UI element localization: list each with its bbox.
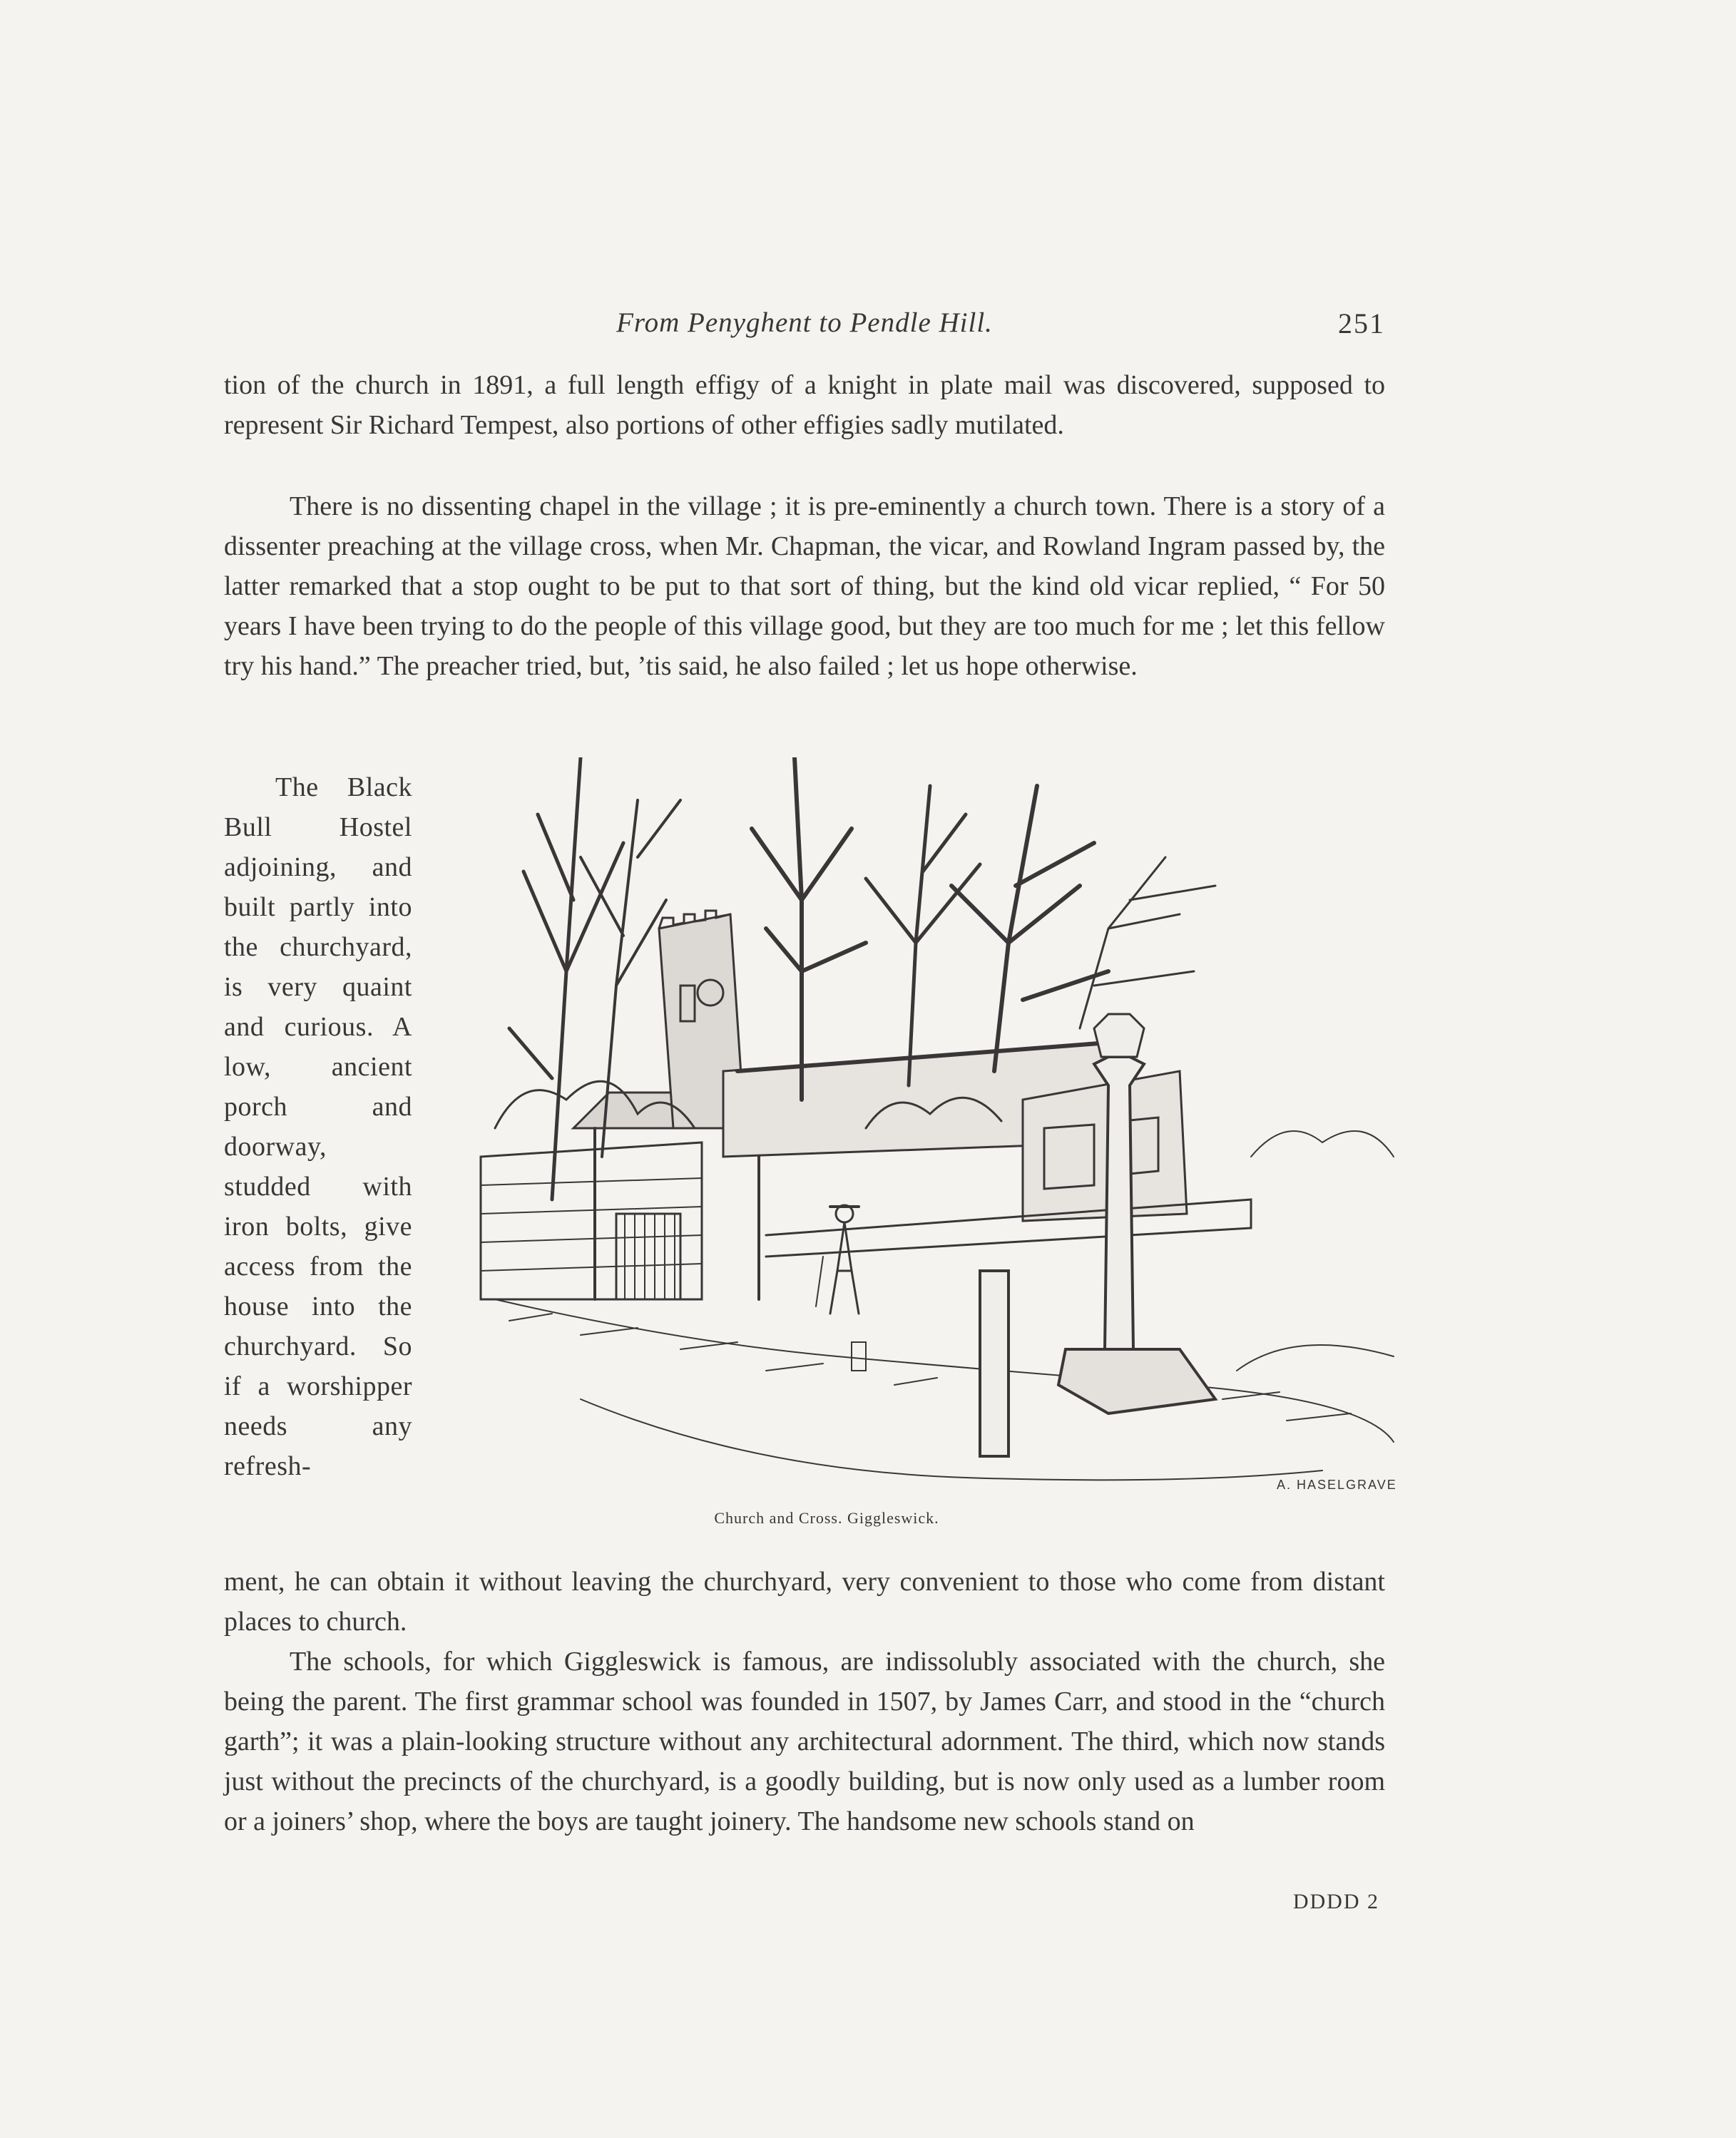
paragraph-4: ment, he can obtain it without leaving the churchyard, very convenient to those who come from distant places to church.	[224, 1567, 1385, 1637]
page-number: 251	[1338, 307, 1385, 339]
church-and-cross-illustration	[466, 757, 1419, 1522]
signature-mark: DDDD 2	[1292, 1890, 1379, 1913]
illustration-caption: Church and Cross. Giggleswick.	[714, 1509, 939, 1527]
running-head: From Penyghent to Pendle Hill.	[616, 307, 993, 338]
paragraph-2: There is no dissenting chapel in the village ; it is pre-eminently a church town. There is a story of a dissenter preaching at the village cross, when Mr. Chapman, the vicar, and Rowland Ingram passed by, the latter remarked that a stop ought to be put to that sort of thing, but the kind old vicar replied, “ For 50 years I have been trying to do the people of this village good, but they are too much for me ; let this fellow try his hand.” The preacher tried, but, ’tis said, he also failed ; let us hope otherwise.	[224, 491, 1385, 681]
paragraph-1: tion of the church in 1891, a full length effigy of a knight in plate mail was discovered, supposed to represent Sir Richard Tempest, also portions of other effigies sadly mutilated.	[224, 370, 1385, 440]
page-header	[224, 307, 1385, 349]
paragraph-5: The schools, for which Giggleswick is famous, are indissolubly associated with the church, she being the parent. The first grammar school was founded in 1507, by James Carr, and stood in the “church garth”; it was a plain-looking structure without any architectural adornment. The third, which now stands just without the precincts of the churchyard, is a goodly building, but is now only used as a lumber room or a joiners’ shop, where the boys are taught joinery. The handsome new schools stand on	[224, 1647, 1385, 1836]
paragraph-3-column: The Black Bull Hostel adjoining, and built partly into the churchyard, is very quaint and curious. A low, ancient porch and doorway, studded with iron bolts, give access from the house into the churchyard. So if a worshipper needs any refresh-	[224, 772, 412, 1481]
artist-signature: A. HASELGRAVE	[1277, 1478, 1397, 1492]
